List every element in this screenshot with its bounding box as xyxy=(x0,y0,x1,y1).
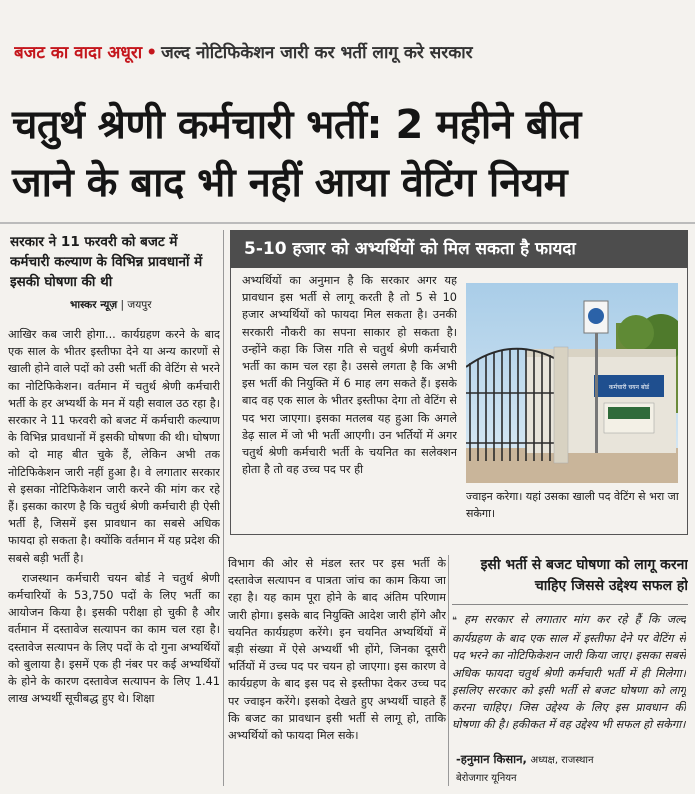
column3-paragraph: विभाग की ओर से मंडल स्तर पर इस भर्ती के दस्तावेज सत्यापन व पात्रता जांच का काम किया जा रहा है। यह काम पूरा होने के बाद अंतिम परिणाम जारी होगा। इसके बाद नियुक्ति आदेश जारी होंगे और चयनित कार्यग्रहण करेंगे। इन चयनित अभ्यर्थियों में बड़ी संख्या में ऐसे अभ्यर्थी भी होंगे, जिनका दूसरी भर्तियों में उच्च पद पर चयन हो जाएगा। इस कारण वे कार्यग्रहण के बाद इस पद से इस्तीफा देकर उच्च पद पर ज्वाइन करेंगे। इसको देखते हुए अभ्यर्थी चाहते हैं कि बजट का प्रावधान इसी भर्ती से लागू हो, ताकि अभ्यर्थियों को फायदा मिल सके। xyxy=(228,557,446,743)
quote-signature xyxy=(456,752,688,770)
quote-body xyxy=(452,611,686,751)
building-sign-text: कर्मचारी चयन बोर्ड xyxy=(608,384,650,391)
photo-caption: ज्वाइन करेगा। यहां उसका खाली पद वेटिंग से भरा जा सकेगा। xyxy=(466,490,679,520)
building-photo xyxy=(466,283,678,483)
building-gate-illustration xyxy=(466,283,678,483)
column1-paragraph-2: राजस्थान कर्मचारी चयन बोर्ड ने चतुर्थ श्रेणी कर्मचारियों के 53,750 पदों के लिए भर्ती का आयोजन किया है। इसकी परीक्षा हो चुकी है और वर्तमान में दस्तावेज सत्यापन का काम चल रहा है। दस्तावेज सत्यापन के लिए पदों के दो गुना अभ्यर्थियों को बुलाया है। इसमें एक ही नंबर पर कई अभ्यर्थियों के होने के कारण दस्तावेज सत्यापन के लिए 1.41 लाख अभ्यर्थी सूचीबद्ध हुए थे। शिक्षा xyxy=(8,571,220,706)
body-column-1 xyxy=(8,326,220,786)
quote-author-org: बेरोजगार यूनियन xyxy=(456,773,517,784)
column-divider xyxy=(223,230,224,786)
kicker-bullet: • xyxy=(146,43,158,63)
lede: सरकार ने 11 फरवरी को बजट में कर्मचारी कल्याण के विभिन्न प्रावधानों में इसकी घोषणा की थी xyxy=(10,234,203,290)
info-box-heading: 5-10 हजार को अभ्यर्थियों को मिल सकता है फायदा xyxy=(230,230,688,268)
quote-author: -हनुमान किसान, xyxy=(456,752,527,766)
quote-author-role: अध्यक्ष, राजस्थान xyxy=(530,755,594,766)
byline-separator: | xyxy=(120,299,125,311)
info-box-text: अभ्यर्थियों का अनुमान है कि सरकार अगर यह प्रावधान इस भर्ती से लागू करती है तो 5 से 10 हजार अभ्यर्थियों को फायदा मिल सकता है। उनकी सरकारी नौकरी का सपना साकार हो सकता है। उन्होंने कहा कि जिस गति से चतुर्थ श्रेणी कर्मचारी भर्ती का काम चल रहा है। उससे लगता है कि अभी इस भर्ती की नियुक्ति में 6 माह लग सकते हैं। इसके बाद वह एक साल के भीतर इस्तीफा देगा तो वेटिंग से पद भरा जाएगा। इसका मतलब यह हुआ कि अगले डेढ़ साल में जो भी भर्ती आएगी। उन भर्तियों में अगर चतुर्थ श्रेणी कर्मचारी भर्ती के चयनित का सलेक्शन होता है तो वह उच्च पद पर ही xyxy=(242,274,457,477)
quote-text: हम सरकार से लगातार मांग कर रहे हैं कि जल्द कार्यग्रहण के बाद एक साल में इस्तीफा देने पर वेटिंग से पद भरने का नोटिफिकेशन जारी किया जाए। इसका सबसे अधिक फायदा चतुर्थ श्रेणी कर्मचारी भर्ती में ही मिलेगा। इसलिए सरकार को इसी भर्ती से बजट घोषणा को लागू करना चाहिए। जिस उद्देश्य के लिए इस प्रावधान की घोषणा की है। हकीकत में वह उद्देश्य भी सफल हो सकेगा। xyxy=(452,613,686,732)
kicker-text: जल्द नोटिफिकेशन जारी कर भर्ती लागू करे सरकार xyxy=(161,43,473,63)
headline xyxy=(12,96,687,216)
quote-mark-icon: ❝ xyxy=(452,616,457,626)
byline-source: भास्कर न्यूज़ xyxy=(70,299,118,311)
body-column-3 xyxy=(228,555,446,787)
byline xyxy=(70,298,220,314)
kicker-tag: बजट का वादा अधूरा xyxy=(14,43,143,63)
column1-paragraph-1: आखिर कब जारी होगा... कार्यग्रहण करने के बाद एक साल के भीतर इस्तीफा देने या अन्य कारणों से खाली होने वाले पदों को उसी भर्ती की वेटिंग से भरने का नोटिफिकेशन। वर्तमान में चतुर्थ श्रेणी कर्मचारी भर्ती के हर अभ्यर्थी के मन में यही सवाल उठ रहा है। सरकार ने 11 फरवरी को बजट में कर्मचारी कल्याण के विभिन्न प्रावधानों में इसकी घोषणा की थी। घोषणा को दो माह बीत चुके हैं, लेकिन अभी तक नोटिफिकेशन जारी नहीं हुआ है। वे लगातार सरकार से इसका नोटिफिकेशन जारी करने की मांग कर रहे हैं। इसका कारण है कि चतुर्थ श्रेणी कर्मचारी ही ऐसी भर्ती है, जिसमें इस प्रावधान का सबसे अधिक फायदा हो सकता है। क्योंकि वर्तमान में यह प्रदेश की सबसे बड़ी भर्ती है। xyxy=(8,328,220,565)
byline-city: जयपुर xyxy=(127,299,152,311)
quote-divider xyxy=(448,555,449,786)
headline-divider xyxy=(0,222,695,224)
headline-line-2: जाने के बाद भी नहीं आया वेटिंग नियम xyxy=(12,160,568,206)
kicker-line xyxy=(14,40,684,74)
quote-heading-rule xyxy=(452,604,688,605)
headline-line-1: चतुर्थ श्रेणी कर्मचारी भर्ती: 2 महीने बीत xyxy=(12,102,581,148)
quote-heading: इसी भर्ती से बजट घोषणा को लागू करना चाहिए जिससे उद्देश्य सफल हो xyxy=(480,557,688,594)
